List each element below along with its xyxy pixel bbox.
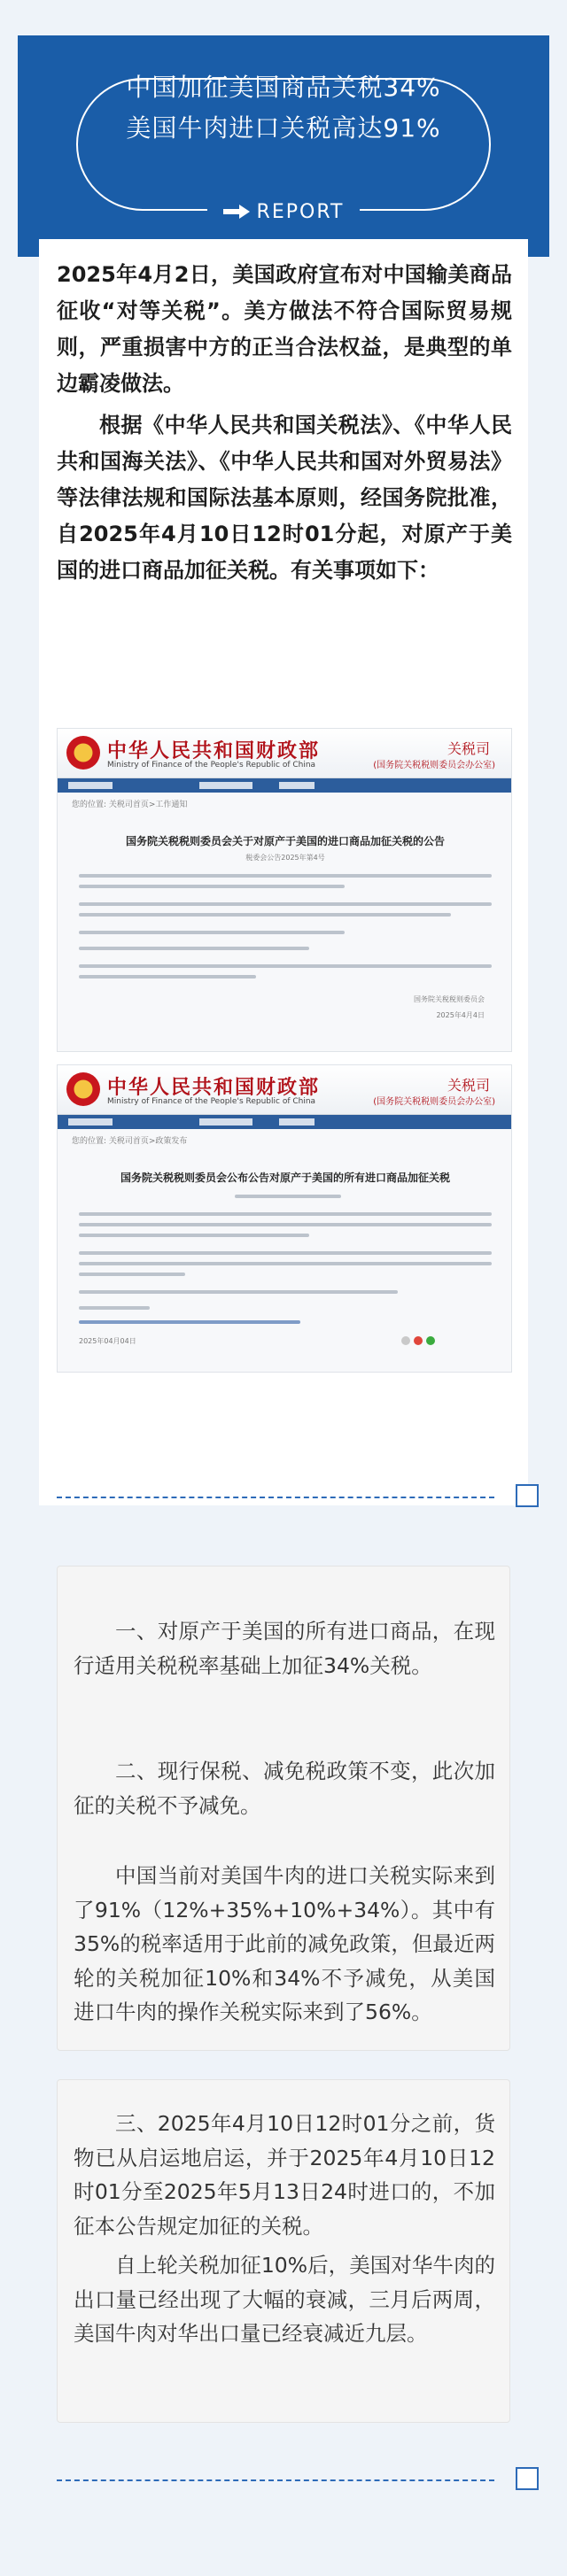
dept-subname: (国务院关税税则委员会办公室) <box>373 761 495 770</box>
text-line <box>79 1290 398 1294</box>
mof-site-header <box>58 1065 511 1115</box>
dept-name: 关税司 <box>447 740 490 757</box>
mof-announcement-screenshot-2 <box>57 1064 512 1373</box>
dept-subname: (国务院关税税则委员会办公室) <box>373 1097 495 1107</box>
breadcrumb: 您的位置: 关税司首页>工作通知 <box>72 801 188 809</box>
text-line <box>79 1262 492 1265</box>
square-decoration-icon <box>516 1484 539 1507</box>
text-line <box>79 874 492 878</box>
report-label: REPORT <box>256 200 345 223</box>
publish-date: 2025年04月04日 <box>79 1337 136 1345</box>
text-line <box>79 931 345 934</box>
square-decoration-icon <box>516 2467 539 2490</box>
breadcrumb: 您的位置: 关税司首页>政策发布 <box>72 1137 188 1146</box>
signature: 国务院关税税则委员会 <box>414 995 485 1003</box>
national-emblem-icon <box>66 1072 100 1106</box>
mof-site-subtitle: Ministry of Finance of the People's Republic of China <box>107 761 316 770</box>
mof-site-subtitle: Ministry of Finance of the People's Republic of China <box>107 1097 316 1106</box>
policy-box-2 <box>57 2079 510 2423</box>
article-card <box>39 239 528 1505</box>
text-line <box>79 1306 150 1310</box>
text-line <box>79 1223 492 1226</box>
report-tag <box>207 197 361 227</box>
text-line <box>79 975 256 979</box>
text-line <box>79 902 492 906</box>
national-emblem-icon <box>66 736 100 770</box>
headline <box>18 67 549 149</box>
mof-announcement-screenshot-1 <box>57 728 512 1052</box>
mof-site-title: 中华人民共和国财政部 <box>107 740 321 762</box>
text-line <box>79 1212 492 1216</box>
article-paragraph-2: 根据《中华人民共和国关税法》、《中华人民共和国海关法》、《中华人民共和国对外贸易法》等法律法规和国际法基本原则，经国务院批准，自2025年4月10日12时01分起，对原产于美国的进口商品加征关税。有关事项如下： <box>57 413 512 583</box>
text-line <box>79 947 309 950</box>
box2-paragraph-2: 自上轮关税加征10%后，美国对华牛肉的出口量已经出现了大幅的衰减，三月后两周，美国牛肉对华出口量已经衰减近九层。 <box>74 2253 495 2346</box>
text-line <box>79 964 492 968</box>
mof-site-header <box>58 729 511 778</box>
dashed-divider <box>57 2479 494 2481</box>
announcement-title: 国务院关税税则委员会关于对原产于美国的进口商品加征关税的公告 <box>125 835 445 847</box>
dashed-divider <box>57 1497 494 1498</box>
announcement-date: 2025年4月4日 <box>436 1011 485 1019</box>
weibo-icon[interactable] <box>414 1336 423 1345</box>
headline-line-2: 美国牛肉进口关税高达91% <box>126 113 441 143</box>
text-line <box>235 1195 341 1198</box>
text-line <box>79 1251 492 1255</box>
wechat-icon[interactable] <box>426 1336 435 1345</box>
text-line <box>79 1234 309 1237</box>
announcement-number: 税委会公告2025年第4号 <box>245 854 325 862</box>
mof-nav-bar <box>58 778 511 793</box>
attachment-link[interactable] <box>79 1320 300 1324</box>
text-line <box>79 913 451 917</box>
arrow-right-icon <box>223 205 250 219</box>
mof-nav-bar <box>58 1115 511 1129</box>
article-paragraph-1: 2025年4月2日，美国政府宣布对中国输美商品征收“对等关税”。美方做法不符合国际贸易规则，严重损害中方的正当合法权益，是典型的单边霸凌做法。 <box>57 262 512 396</box>
dept-name: 关税司 <box>447 1077 490 1094</box>
text-line <box>79 1273 185 1276</box>
box1-paragraph-2: 二、现行保税、减免税政策不变，此次加征的关税不予减免。 <box>74 1759 495 1818</box>
box2-paragraph-1: 三、2025年4月10日12时01分之前，货物已从启运地启运，并于2025年4月10日12时01分至2025年5月13日24时进口的，不加征本公告规定加征的关税。 <box>74 2111 495 2239</box>
mof-site-title: 中华人民共和国财政部 <box>107 1077 321 1099</box>
header-banner <box>18 35 549 257</box>
policy-box-1 <box>57 1566 510 2051</box>
headline-line-1: 中国加征美国商品关税34% <box>126 73 441 102</box>
announcement-title: 国务院关税税则委员会公布公告对原产于美国的所有进口商品加征关税 <box>120 1172 450 1184</box>
box1-paragraph-3: 中国当前对美国牛肉的进口关税实际来到了91%（12%+35%+10%+34%）。其中有35%的税率适用于此前的减免政策，但最近两轮的关税加征10%和34%不予减免，从美国进口牛肉的操作关税实际来到了56%。 <box>74 1863 495 2024</box>
box1-paragraph-1: 一、对原产于美国的所有进口商品，在现行适用关税税率基础上加征34%关税。 <box>74 1619 495 1678</box>
text-line <box>79 885 345 888</box>
report-tag-row <box>18 197 549 227</box>
share-icon[interactable] <box>401 1336 410 1345</box>
